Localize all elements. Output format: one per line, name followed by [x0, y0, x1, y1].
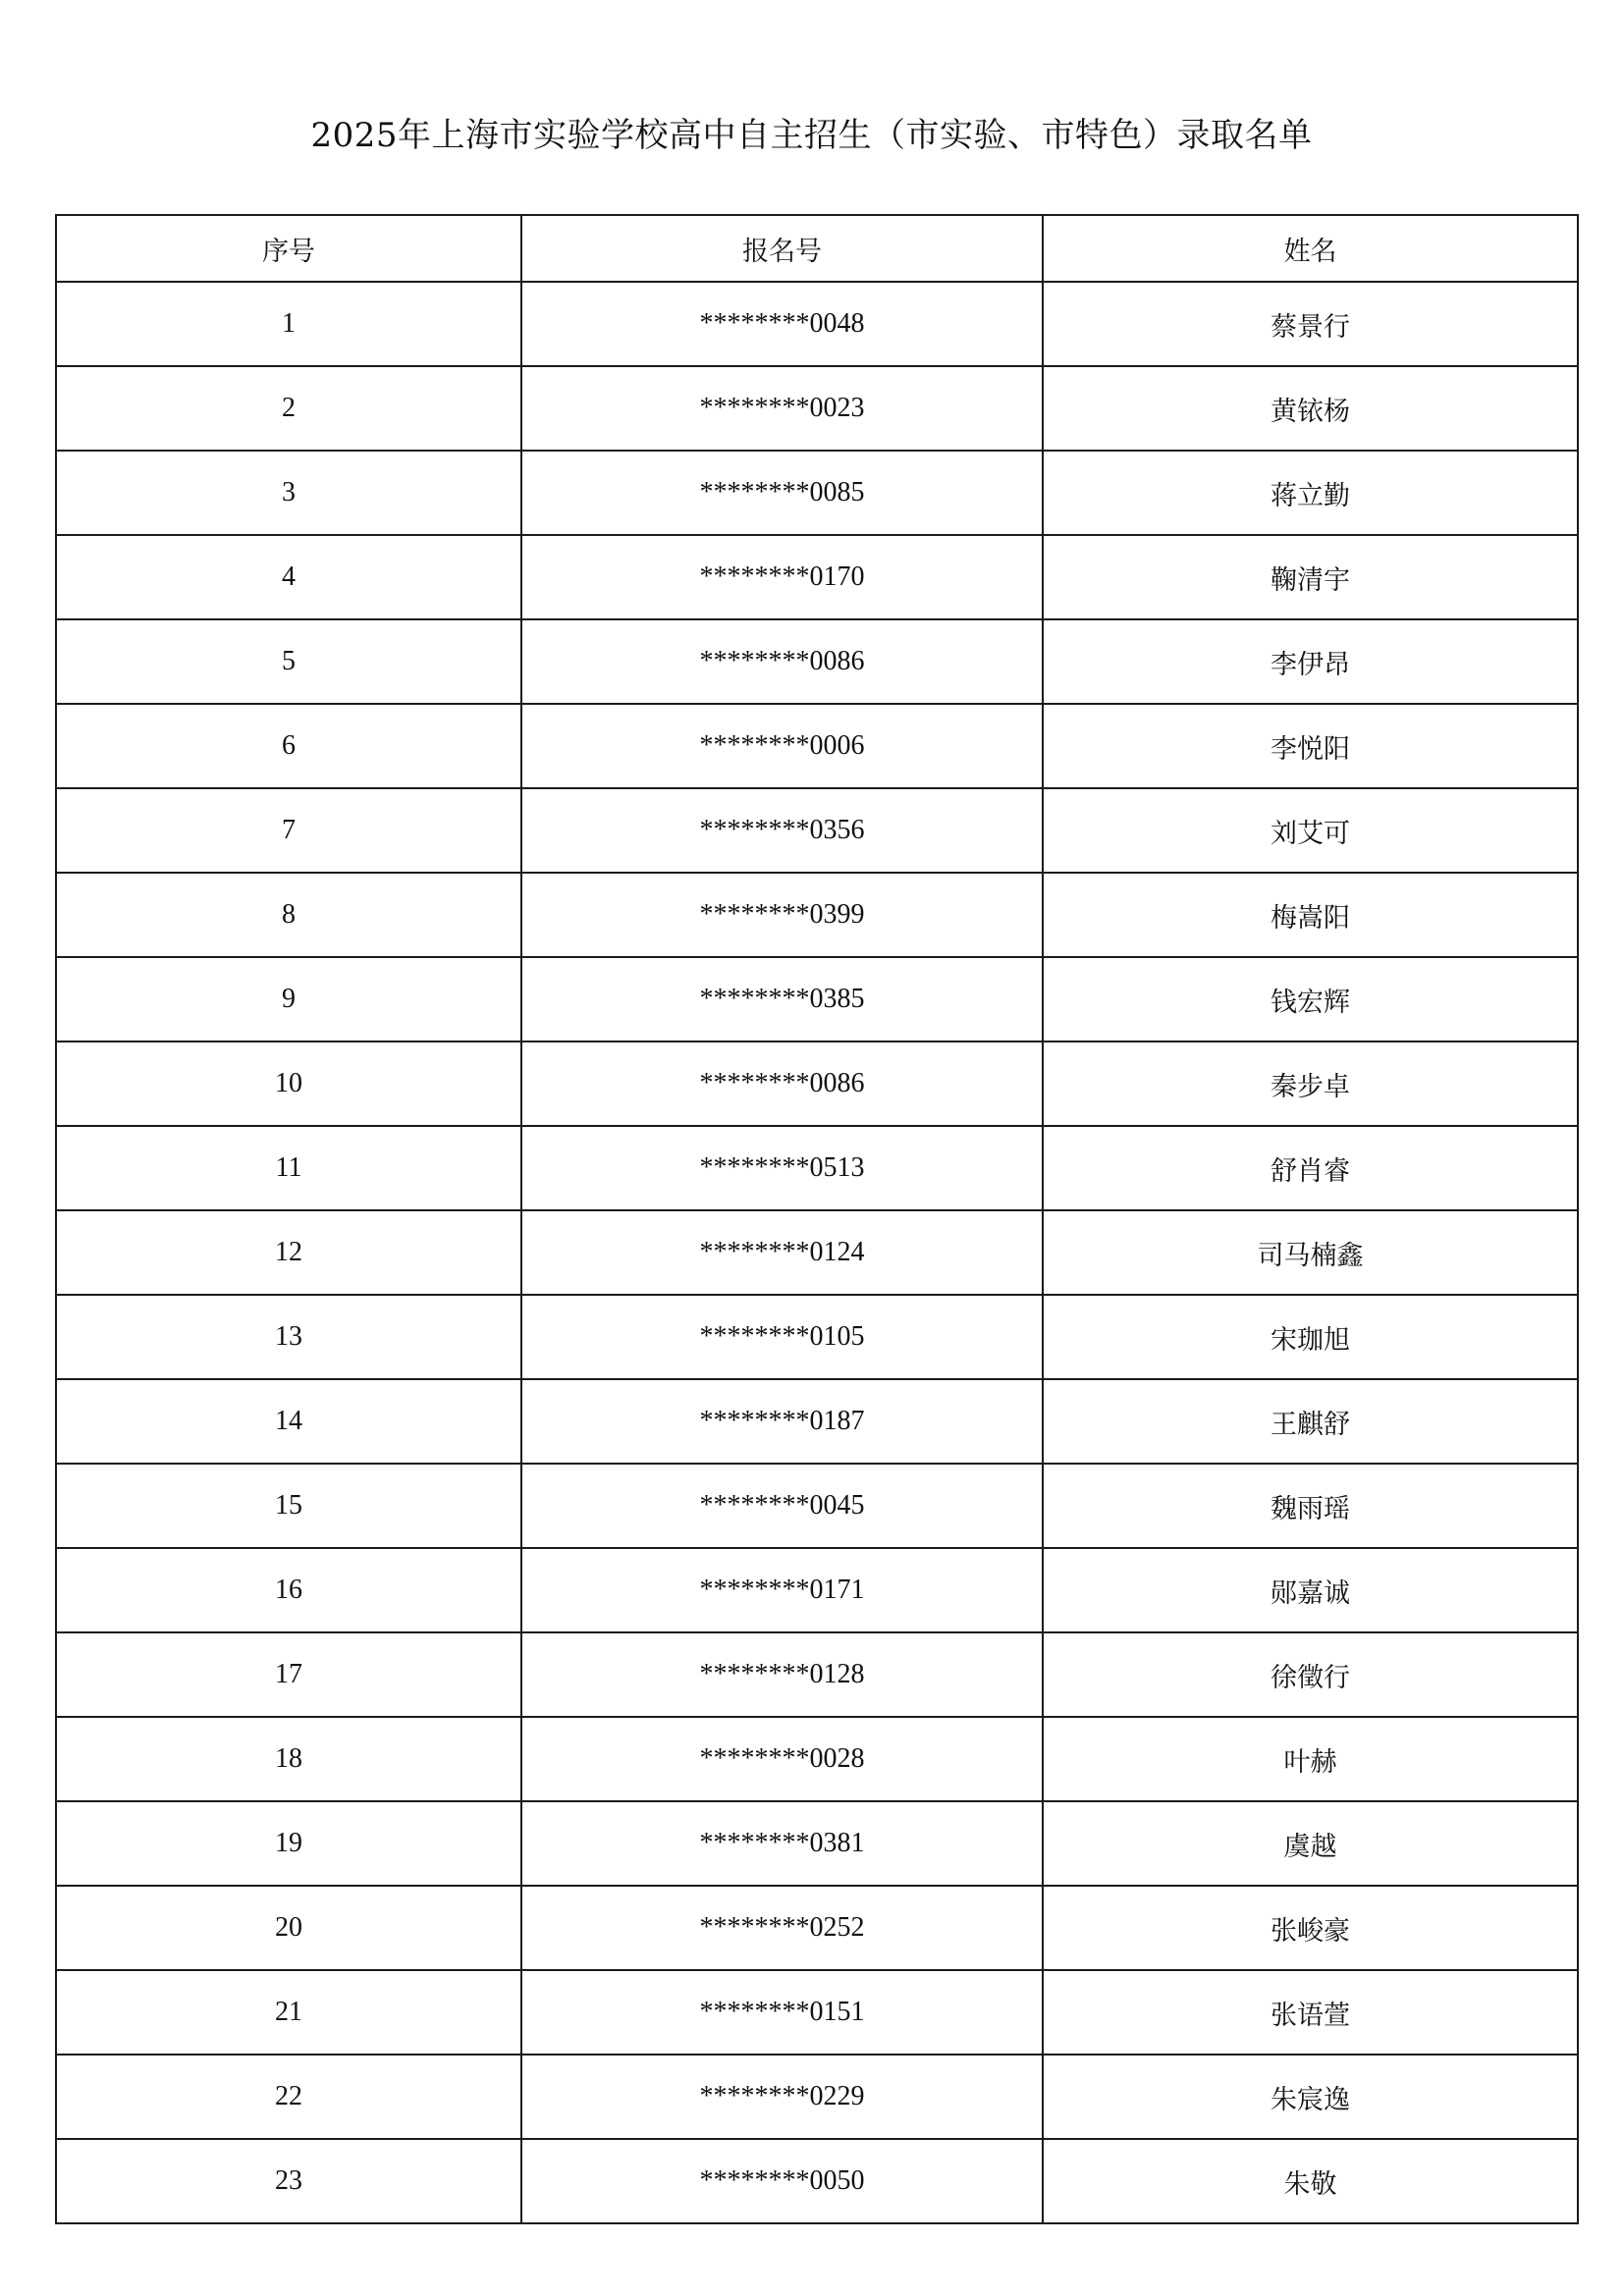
student-name-cell: 徐徵行 [1043, 1632, 1578, 1717]
table-row [56, 788, 1578, 873]
table-header-row [56, 215, 1578, 282]
table-row [56, 2139, 1578, 2223]
serial-no-cell: 13 [56, 1295, 521, 1379]
registration-no-cell: ********0151 [521, 1970, 1043, 2055]
serial-no-cell: 4 [56, 535, 521, 619]
serial-no-cell: 9 [56, 957, 521, 1041]
registration-no-cell: ********0356 [521, 788, 1043, 873]
table-row [56, 1801, 1578, 1886]
student-name-cell: 蒋立勤 [1043, 451, 1578, 535]
table-row [56, 1464, 1578, 1548]
student-name-cell: 宋珈旭 [1043, 1295, 1578, 1379]
table-row [56, 1210, 1578, 1295]
table-row [56, 1717, 1578, 1801]
registration-no-cell: ********0048 [521, 282, 1043, 366]
serial-no-cell: 8 [56, 873, 521, 957]
student-name-cell: 舒肖睿 [1043, 1126, 1578, 1210]
registration-no-cell: ********0105 [521, 1295, 1043, 1379]
serial-no-cell: 11 [56, 1126, 521, 1210]
serial-no-cell: 17 [56, 1632, 521, 1717]
registration-no-cell: ********0229 [521, 2055, 1043, 2139]
student-name-cell: 张峻豪 [1043, 1886, 1578, 1970]
table-row [56, 451, 1578, 535]
table-row [56, 282, 1578, 366]
table-row [56, 2055, 1578, 2139]
table-row [56, 1379, 1578, 1464]
serial-no-cell: 20 [56, 1886, 521, 1970]
registration-no-cell: ********0171 [521, 1548, 1043, 1632]
student-name-cell: 王麒舒 [1043, 1379, 1578, 1464]
admission-table [55, 214, 1579, 2224]
registration-no-cell: ********0085 [521, 451, 1043, 535]
serial-no-cell: 21 [56, 1970, 521, 2055]
serial-no-cell: 1 [56, 282, 521, 366]
student-name-cell: 叶赫 [1043, 1717, 1578, 1801]
student-name-cell: 张语萱 [1043, 1970, 1578, 2055]
table-row [56, 1295, 1578, 1379]
student-name-cell: 李伊昂 [1043, 619, 1578, 704]
serial-no-cell: 18 [56, 1717, 521, 1801]
table-row [56, 619, 1578, 704]
serial-no-cell: 7 [56, 788, 521, 873]
registration-no-cell: ********0023 [521, 366, 1043, 451]
registration-no-cell: ********0124 [521, 1210, 1043, 1295]
table-row [56, 1126, 1578, 1210]
student-name-cell: 郧嘉诚 [1043, 1548, 1578, 1632]
registration-no-cell: ********0399 [521, 873, 1043, 957]
registration-no-cell: ********0385 [521, 957, 1043, 1041]
student-name-cell: 魏雨瑶 [1043, 1464, 1578, 1548]
column-header-serial-no: 序号 [56, 215, 521, 282]
student-name-cell: 司马楠鑫 [1043, 1210, 1578, 1295]
student-name-cell: 鞠清宇 [1043, 535, 1578, 619]
serial-no-cell: 22 [56, 2055, 521, 2139]
table-header [56, 215, 1578, 282]
registration-no-cell: ********0170 [521, 535, 1043, 619]
serial-no-cell: 23 [56, 2139, 521, 2223]
registration-no-cell: ********0086 [521, 619, 1043, 704]
registration-no-cell: ********0187 [521, 1379, 1043, 1464]
serial-no-cell: 14 [56, 1379, 521, 1464]
registration-no-cell: ********0028 [521, 1717, 1043, 1801]
table-row [56, 957, 1578, 1041]
registration-no-cell: ********0252 [521, 1886, 1043, 1970]
student-name-cell: 梅嵩阳 [1043, 873, 1578, 957]
registration-no-cell: ********0045 [521, 1464, 1043, 1548]
serial-no-cell: 16 [56, 1548, 521, 1632]
page-title: 2025年上海市实验学校高中自主招生（市实验、市特色）录取名单 [310, 116, 1313, 155]
table-body [56, 282, 1578, 2223]
student-name-cell: 朱敬 [1043, 2139, 1578, 2223]
student-name-cell: 虞越 [1043, 1801, 1578, 1886]
column-header-name: 姓名 [1043, 215, 1578, 282]
registration-no-cell: ********0128 [521, 1632, 1043, 1717]
serial-no-cell: 2 [56, 366, 521, 451]
registration-no-cell: ********0381 [521, 1801, 1043, 1886]
serial-no-cell: 6 [56, 704, 521, 788]
registration-no-cell: ********0086 [521, 1041, 1043, 1126]
student-name-cell: 黄铱杨 [1043, 366, 1578, 451]
column-header-registration-no: 报名号 [521, 215, 1043, 282]
serial-no-cell: 19 [56, 1801, 521, 1886]
table-row [56, 704, 1578, 788]
registration-no-cell: ********0050 [521, 2139, 1043, 2223]
table-row [56, 1632, 1578, 1717]
student-name-cell: 李悦阳 [1043, 704, 1578, 788]
student-name-cell: 朱宸逸 [1043, 2055, 1578, 2139]
student-name-cell: 钱宏辉 [1043, 957, 1578, 1041]
student-name-cell: 刘艾可 [1043, 788, 1578, 873]
table-row [56, 1970, 1578, 2055]
table-row [56, 1548, 1578, 1632]
student-name-cell: 蔡景行 [1043, 282, 1578, 366]
table-row [56, 366, 1578, 451]
table-row [56, 535, 1578, 619]
serial-no-cell: 15 [56, 1464, 521, 1548]
serial-no-cell: 10 [56, 1041, 521, 1126]
table-row [56, 873, 1578, 957]
table-row [56, 1041, 1578, 1126]
student-name-cell: 秦步卓 [1043, 1041, 1578, 1126]
serial-no-cell: 12 [56, 1210, 521, 1295]
registration-no-cell: ********0006 [521, 704, 1043, 788]
serial-no-cell: 3 [56, 451, 521, 535]
table-row [56, 1886, 1578, 1970]
registration-no-cell: ********0513 [521, 1126, 1043, 1210]
serial-no-cell: 5 [56, 619, 521, 704]
